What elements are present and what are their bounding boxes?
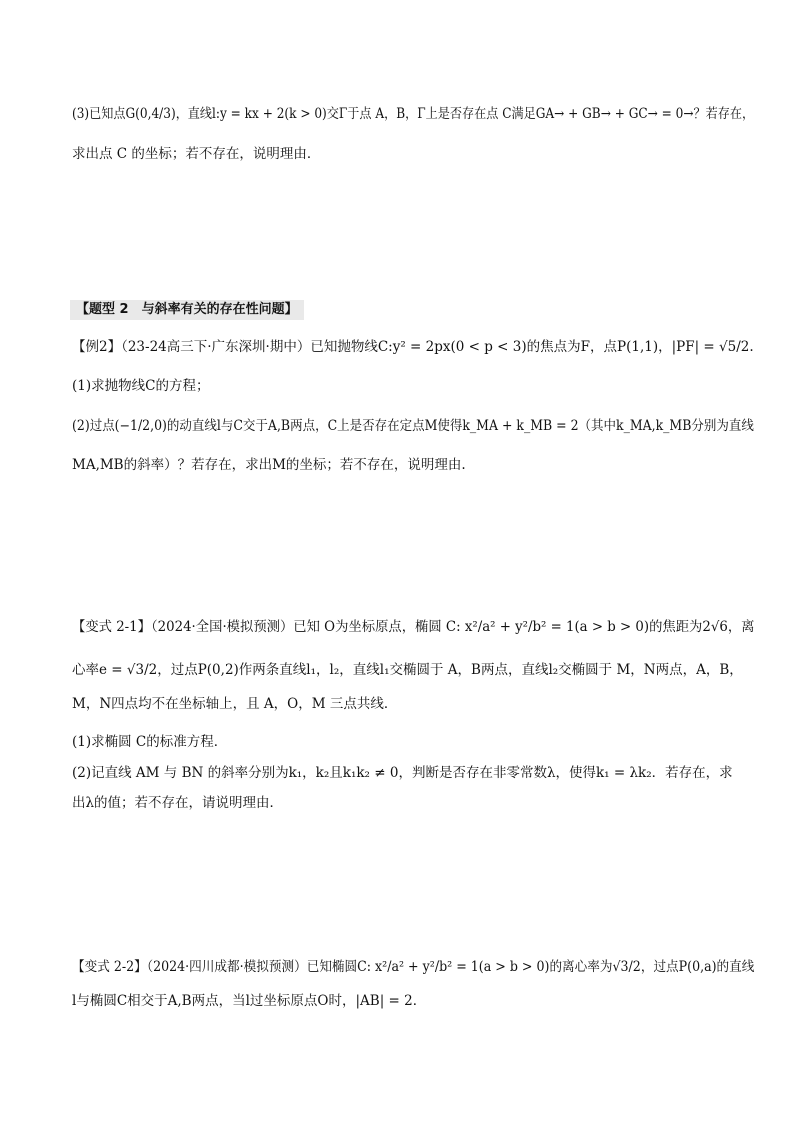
variant21-line-3: M，N四点均不在坐标轴上，且 A，O，M 三点共线．	[72, 696, 398, 712]
variant21-part2-line1: (2)记直线 AM 与 BN 的斜率分别为k₁，k₂且k₁k₂ ≠ 0，判断是否存在非零常数λ，使得k₁ = λk₂．若存在，求	[72, 765, 733, 781]
variant22-line-2: l与椭圆C相交于A,B两点，当l过坐标原点O时，|AB| = 2．	[72, 993, 427, 1009]
variant21-line-2: 心率e = √3/2，过点P(0,2)作两条直线l₁，l₂，直线l₁交椭圆于 A，B两点，直线l₂交椭圆于 M，N两点，A，B，	[72, 662, 743, 678]
variant21-part2-line2: 出λ的值；若不存在，请说明理由．	[72, 795, 284, 811]
example2-stem: 【例2】（23-24高三下·广东深圳·期中）已知抛物线C:y² = 2px(0 < p < 3)的焦点为F，点P(1,1)，|PF| = √5/2.	[72, 339, 754, 355]
q3-line-2: 求出点 C 的坐标；若不存在，说明理由．	[72, 146, 321, 162]
example2-part2-line2: MA,MB的斜率）？若存在，求出M的坐标；若不存在，说明理由.	[72, 457, 466, 473]
section-title: 【题型 2 与斜率有关的存在性问题】	[70, 300, 304, 320]
example2-part1: (1)求抛物线C的方程；	[72, 378, 210, 394]
variant21-part1: (1)求椭圆 C的标准方程．	[72, 734, 228, 750]
example2-part2-line1: (2)过点(−1/2,0)的动直线l与C交于A,B两点，C上是否存在定点M使得k_MA + k_MB = 2（其中k_MA,k_MB分别为直线	[72, 418, 754, 434]
variant21-line-1: 【变式 2-1】（2024·全国·模拟预测）已知 O为坐标原点，椭圆 C: x²/a² + y²/b² = 1(a > b > 0)的焦距为2√6，离	[72, 619, 755, 635]
q3-line-1: (3)已知点G(0,4/3)，直线l:y = kx + 2(k > 0)交Γ于点 A，B，Γ上是否存在点 C满足GA→ + GB→ + GC→ = 0→？若存在，	[72, 106, 755, 122]
variant22-line-1: 【变式 2-2】（2024·四川成都·模拟预测）已知椭圆C: x²/a² + y²/b² = 1(a > b > 0)的离心率为√3/2，过点P(0,a)的直线	[72, 959, 755, 975]
